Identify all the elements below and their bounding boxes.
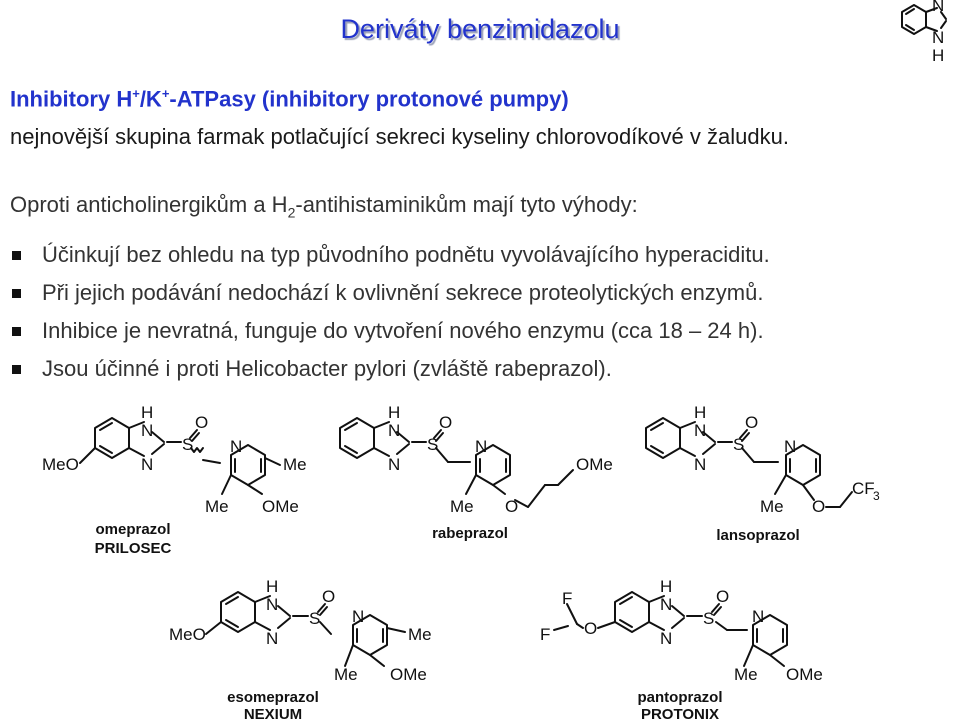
- atom-label: N: [660, 595, 673, 614]
- atom-label: O: [505, 497, 519, 516]
- atom-label: S: [427, 435, 439, 454]
- drug-name-omeprazole: omeprazol: [95, 521, 171, 538]
- bullet-text: Jsou účinné i proti Helicobacter pylori (zvláště rabeprazol).: [42, 356, 612, 381]
- atom-label: Me: [760, 497, 784, 516]
- intro-sub: 2: [287, 204, 296, 221]
- atom-label: N: [932, 0, 945, 15]
- atom-label: N: [141, 421, 154, 440]
- atom-subscript: 3: [873, 489, 880, 503]
- subtitle-text: nejnovější skupina farmak potlačující sekreci kyseliny chlorovodíkové v žaludku.: [10, 124, 789, 149]
- atom-label: O: [195, 413, 209, 432]
- atom-label: S: [733, 435, 745, 454]
- atom-label: S: [703, 609, 715, 628]
- atom-label: N: [752, 607, 765, 626]
- atom-label: OMe: [390, 665, 427, 684]
- heading-sup: +: [132, 86, 140, 101]
- atom-label: N: [475, 437, 488, 456]
- drug-brand-pantoprazole: PROTONIX: [640, 706, 720, 720]
- drug-labels: [95, 521, 800, 720]
- rabeprazole-structure: [340, 418, 573, 507]
- atom-label: Me: [334, 665, 358, 684]
- atom-label: O: [812, 497, 826, 516]
- heading-part: /K: [139, 86, 162, 112]
- bullet-text: Při jejich podávání nedochází k ovlivnění sekrece proteolytických enzymů.: [42, 280, 764, 305]
- atom-label: OMe: [786, 665, 823, 684]
- atom-label: N: [784, 437, 797, 456]
- atom-label: N: [932, 28, 945, 47]
- atom-label: O: [584, 619, 598, 638]
- atom-label: H: [932, 46, 945, 65]
- atom-label: CF: [852, 479, 875, 498]
- atom-label: F: [540, 625, 551, 644]
- atom-labels: [42, 0, 944, 684]
- atom-label: OMe: [576, 455, 613, 474]
- atom-label: MeO: [42, 455, 79, 474]
- intro-part: Oproti anticholinergikům a H: [10, 192, 288, 217]
- drug-name-esomeprazole: esomeprazol: [227, 689, 319, 706]
- atom-label: Me: [205, 497, 229, 516]
- heading-part: -ATPasy (inhibitory protonové pumpy): [169, 86, 569, 112]
- drug-name-pantoprazole: pantoprazol: [637, 689, 723, 706]
- atom-label: H: [141, 403, 154, 422]
- atom-label: F: [562, 589, 573, 608]
- omeprazole-structure: [80, 418, 280, 494]
- esomeprazole-structure: [206, 592, 405, 666]
- atom-label: H: [660, 577, 673, 596]
- drug-brand-esomeprazole: NEXIUM: [243, 706, 303, 720]
- bullet-text: Inhibice je nevratná, funguje do vytvoření nového enzymu (cca 18 – 24 h).: [42, 318, 764, 343]
- slide-title: Deriváty benzimidazolu: [340, 14, 620, 44]
- atom-label: S: [182, 435, 194, 454]
- atom-label: Me: [450, 497, 474, 516]
- bullet-text: Účinkují bez ohledu na typ původního podnětu vyvolávajícího hyperaciditu.: [42, 242, 770, 267]
- atom-label: N: [694, 421, 707, 440]
- drug-brand-omeprazole: PRILOSEC: [94, 540, 172, 557]
- atom-label: Me: [734, 665, 758, 684]
- atom-label: N: [141, 455, 154, 474]
- atom-label: N: [352, 607, 365, 626]
- atom-label: H: [266, 577, 279, 596]
- atom-label: N: [660, 629, 673, 648]
- atom-label: S: [309, 609, 321, 628]
- heading-part: Inhibitory H: [10, 86, 133, 112]
- drug-name-lansoprazole: lansoprazol: [716, 527, 800, 544]
- heading-sup: +: [161, 86, 170, 101]
- atom-label: O: [716, 587, 730, 606]
- atom-label: N: [388, 421, 401, 440]
- atom-label: N: [266, 629, 279, 648]
- atom-label: N: [230, 437, 243, 456]
- atom-label: H: [388, 403, 401, 422]
- atom-label: O: [745, 413, 759, 432]
- intro-part: -antihistaminikům mají tyto výhody:: [295, 192, 638, 217]
- atom-label: Me: [283, 455, 307, 474]
- atom-label: N: [388, 455, 401, 474]
- drug-name-rabeprazole: rabeprazol: [432, 525, 508, 542]
- atom-label: OMe: [262, 497, 299, 516]
- atom-label: H: [694, 403, 707, 422]
- atom-label: O: [322, 587, 336, 606]
- atom-label: N: [266, 595, 279, 614]
- atom-label: MeO: [169, 625, 206, 644]
- atom-label: N: [694, 455, 707, 474]
- atom-label: Me: [408, 625, 432, 644]
- atom-label: O: [439, 413, 453, 432]
